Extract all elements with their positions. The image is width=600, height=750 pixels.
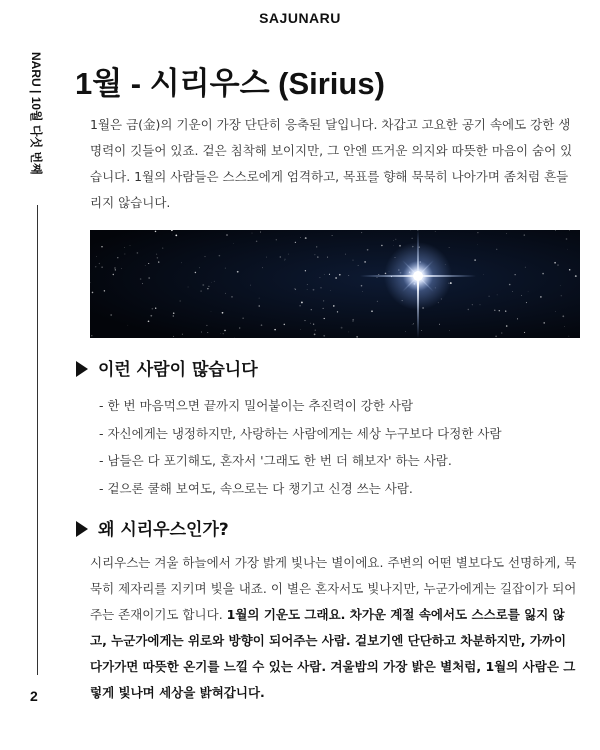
intro-paragraph: 1월은 금(金)의 기운이 가장 단단히 응축된 달입니다. 차갑고 고요한 공기 속에도 강한 생명력이 깃들어 있죠. 겉은 침착해 보이지만, 그 안엔 뜨거운 의지와 따뜻한 마음이 숨어 있습니다. 1월의 사람들은 스스로에게 엄격하고, 목표를 향해 묵묵히 나아가며 좀처럼 흔들리지 않습니다. [90,117,573,210]
why-sirius-text: 시리우스는 겨울 하늘에서 가장 밝게 빛나는 별이에요. 주변의 어떤 별보다도 선명하게, 묵묵히 제자리를 지키며 빛을 내죠. 이 별은 혼자서도 빛나지만, 누군가에게는 길잡이가 되어주는 존재이기도 합니다. [90,555,577,622]
side-issue-label: NARU | 10월 다섯 번째 [29,52,43,175]
section-heading-why-sirius-text: 왜 시리우스인가? [98,520,229,540]
list-item: - 남들은 다 포기해도, 혼자서 '그래도 한 번 더 해보자' 하는 사람. [99,453,452,468]
brand-logo: SAJUNARU [259,10,341,26]
side-divider [37,205,38,675]
section-heading-traits-text: 이런 사람이 많습니다 [98,360,258,380]
star-icon [90,230,580,338]
section-heading-traits [76,355,258,380]
sirius-star-image [90,230,580,338]
list-item: - 자신에게는 냉정하지만, 사랑하는 사람에게는 세상 누구보다 다정한 사람 [99,425,502,441]
why-sirius-emphasis: 1월의 기운도 그래요. 차가운 계절 속에서도 스스로를 잃지 않고, 누군가에게는 위로와 방향이 되어주는 사람. 겉보기엔 단단하고 차분하지만, 가까이 다가가면 따뜻한 온기를 느낄 수 있는 사람. 겨울밤의 가장 밝은 별처럼, 1월의 사람은 그렇게 빛나며 세상을 밝혀갑니다. [90,607,576,700]
why-sirius-paragraph [90,550,580,706]
list-item: - 한 번 마음먹으면 끝까지 밀어붙이는 추진력이 강한 사람 [99,398,414,413]
list-item: - 겉으론 쿨해 보여도, 속으로는 다 챙기고 신경 쓰는 사람. [99,480,413,496]
section-heading-why-sirius [76,515,229,540]
traits-list [99,392,502,502]
triangle-bullet-icon [76,361,88,377]
page-title: 1월 - 시리우스 (Sirius) [75,66,385,101]
page-number: 2 [30,688,38,704]
triangle-bullet-icon [76,521,88,537]
